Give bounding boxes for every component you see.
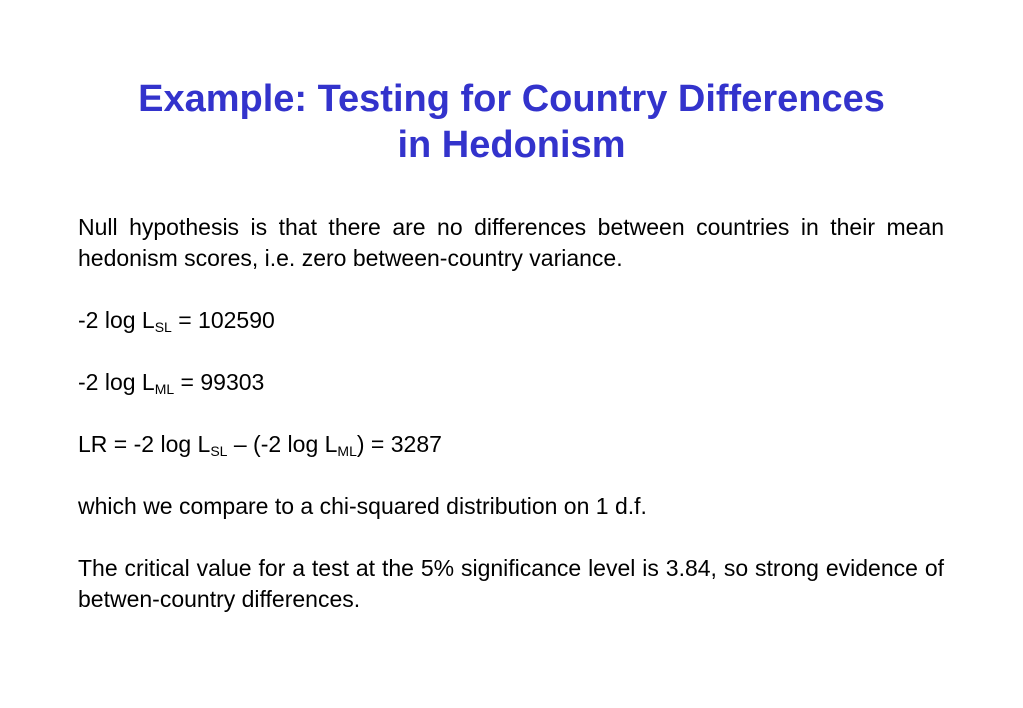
chi-squared-comparison-line: which we compare to a chi-squared distribution on 1 d.f. bbox=[78, 493, 647, 519]
lr-prefix: LR = -2 log L bbox=[78, 431, 211, 457]
sl-subscript: SL bbox=[154, 319, 172, 335]
lr-subscript-sl: SL bbox=[210, 443, 228, 459]
slide-title-line-1: Example: Testing for Country Differences bbox=[138, 78, 885, 120]
ml-prefix: -2 log L bbox=[78, 369, 155, 395]
ml-value: = 99303 bbox=[174, 369, 265, 395]
lr-result: ) = 3287 bbox=[356, 431, 442, 457]
lr-statistic-line bbox=[78, 429, 944, 460]
critical-value-paragraph: The critical value for a test at the 5% significance level is 3.84, so strong evidence of betwen-country differences. bbox=[78, 555, 944, 612]
slide-title-line-2: in Hedonism bbox=[397, 124, 626, 166]
lr-middle: – (-2 log L bbox=[227, 431, 338, 457]
ml-subscript: ML bbox=[154, 381, 175, 397]
ml-likelihood-line bbox=[78, 367, 944, 398]
sl-prefix: -2 log L bbox=[78, 307, 155, 333]
sl-likelihood-line bbox=[78, 305, 944, 336]
lr-subscript-ml: ML bbox=[337, 443, 357, 459]
slide-body bbox=[78, 212, 944, 615]
sl-value: = 102590 bbox=[171, 307, 275, 333]
slide-title bbox=[60, 76, 963, 168]
null-hypothesis-paragraph: Null hypothesis is that there are no differences between countries in their mean hedonism scores, i.e. zero between-country variance. bbox=[78, 214, 944, 271]
